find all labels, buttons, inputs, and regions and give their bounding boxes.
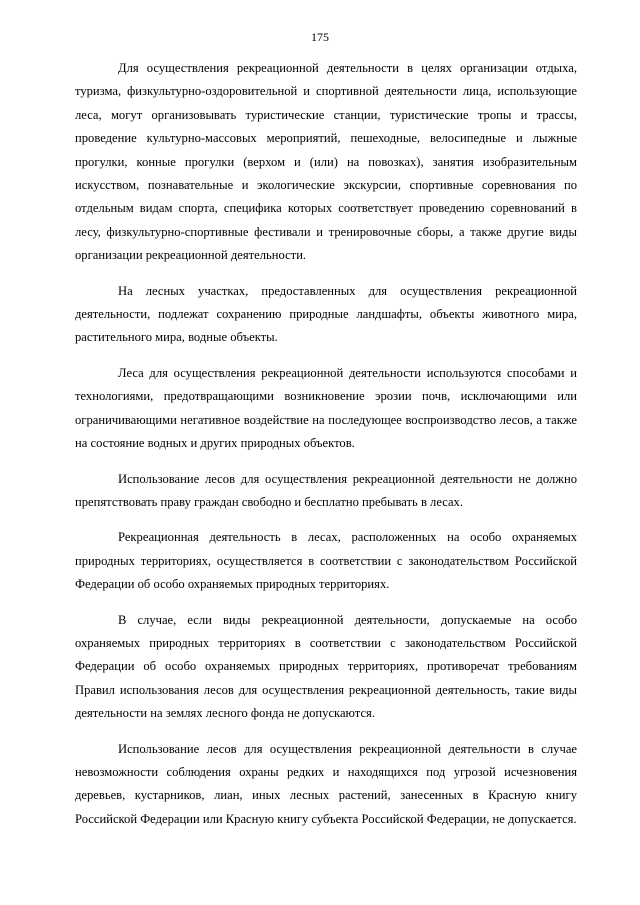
paragraph-preservation: На лесных участках, предоставленных для осуществления рекреационной деятельности, подлежат сохранению природные ландшафты, объекты животного мира, растительного мира, водные объекты. [75,283,577,345]
paragraph-recreation-purposes: Для осуществления рекреационной деятельности в целях организации отдыха, туризма, физкультурно-оздоровительной и спортивной деятельности лица, использующие леса, могут организовывать туристические станции, туристические тропы и трассы, проведение культурно-массовых мероприятий, пешеходные, велосипедные и лыжные прогулки, конные прогулки (верхом и (или) на повозках), занятия изобразительным искусством, познавательные и экологические экскурсии, спортивные соревнования по отдельным видам спорта, специфика которых соответствует проведению соревнований в лесу, физкультурно-спортивные фестивали и тренировочные сборы, а также другие виды организации рекреационной деятельности. [75,61,577,263]
paragraph-conflicting-activities: В случае, если виды рекреационной деятельности, допускаемые на особо охраняемых природных территориях в соответствии с законодательством Российской Федерации об особо охраняемых природных территориях, противоречат требованиям Правил использования лесов для осуществления рекреационной деятельность, такие виды деятельности на землях лесного фонда не допускаются. [75,612,577,721]
paragraph-methods-technologies: Леса для осуществления рекреационной деятельности используются способами и технологиями, предотвращающими возникновение эрозии почв, исключающими или ограничивающими негативное воздействие на последующее воспроизводство лесов, а также на состояние водных и других природных объектов. [75,365,577,451]
document-body [75,57,577,843]
paragraph-red-book-species: Использование лесов для осуществления рекреационной деятельности в случае невозможности соблюдения охраны редких и находящихся под угрозой исчезновения деревьев, кустарников, лиан, иных лесных растений, занесенных в Красную книгу Российской Федерации или Красную книгу субъекта Российской Федерации, не допускается. [75,741,577,826]
paragraph-protected-areas: Рекреационная деятельность в лесах, расположенных на особо охраняемых природных территориях, осуществляется в соответствии с законодательством Российской Федерации об особо охраняемых природных территориях. [75,530,577,592]
paragraph-public-access: Использование лесов для осуществления рекреационной деятельности не должно препятствовать праву граждан свободно и бесплатно пребывать в лесах. [75,471,577,509]
page-number: 175 [311,30,329,44]
